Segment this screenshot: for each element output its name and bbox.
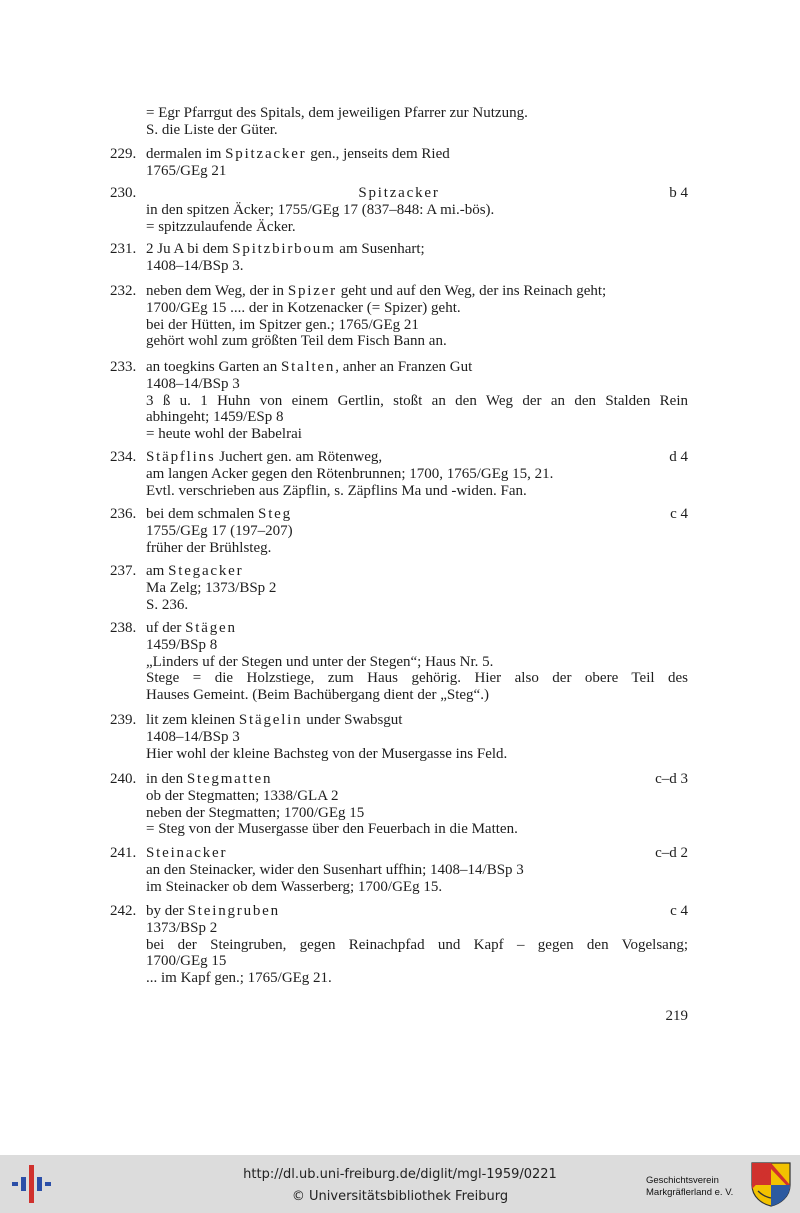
entry-name: Stegacker bbox=[168, 563, 244, 579]
entry-name: Spitzacker bbox=[225, 146, 307, 162]
entry-line: 1459/BSp 8 bbox=[146, 636, 218, 653]
page-number: 219 bbox=[665, 1008, 688, 1024]
intro-line: = Egr Pfarrgut des Spitals, dem jeweiligen Pfarrer zur Nutzung. bbox=[146, 105, 528, 121]
ub-freiburg-logo-icon[interactable] bbox=[10, 1163, 52, 1205]
entry-line: bei der Steingruben, gegen Reinachpfad und Kapf – gegen den Vogelsang; bbox=[146, 936, 688, 953]
entry-line: 1700/GEg 15 .... der in Kotzenacker (= Spizer) geht. bbox=[146, 299, 461, 316]
entry-text: bei dem schmalen bbox=[146, 506, 259, 522]
entry-name: Spitzacker bbox=[358, 185, 440, 201]
entry-name: Stägelin bbox=[238, 712, 303, 728]
entry-line: 1765/GEg 21 bbox=[146, 162, 227, 179]
entry-line: früher der Brühlsteg. bbox=[146, 539, 272, 556]
permalink-url[interactable]: http://dl.ub.uni-freiburg.de/diglit/mgl-1959/0221 bbox=[243, 1167, 557, 1182]
entry-line: ... im Kapf gen.; 1765/GEg 21. bbox=[146, 970, 332, 987]
entry-line: am langen Acker gegen den Rötenbrunnen; 1700, 1765/GEg 15, 21. bbox=[146, 465, 554, 482]
grid-reference: d 4 bbox=[669, 449, 688, 465]
grid-reference: c–d 2 bbox=[655, 845, 688, 861]
entry-number: 236. bbox=[110, 506, 137, 522]
entry-line: im Steinacker ob dem Wasserberg; 1700/GEg 15. bbox=[146, 878, 443, 895]
entry-text: , anher an Franzen Gut bbox=[335, 359, 473, 375]
society-name bbox=[646, 1175, 733, 1199]
entry-236 bbox=[110, 506, 688, 556]
entry-line: S. 236. bbox=[146, 596, 189, 613]
entry-text: am Susenhart; bbox=[335, 241, 425, 257]
entry-line: 1408–14/BSp 3. bbox=[146, 257, 244, 274]
entry-number: 238. bbox=[110, 620, 137, 636]
entry-text: dermalen im bbox=[146, 146, 226, 162]
entry-name: Stäpflins bbox=[146, 449, 216, 465]
entry-text: 2 Ju A bi dem bbox=[146, 241, 233, 257]
entry-number: 231. bbox=[110, 241, 137, 257]
entry-text: neben dem Weg, der in bbox=[146, 283, 288, 299]
entry-text: by der bbox=[146, 903, 188, 919]
entry-line: an den Steinacker, wider den Susenhart uffhin; 1408–14/BSp 3 bbox=[146, 861, 524, 878]
entry-line: 1700/GEg 15 bbox=[146, 953, 227, 970]
entry-name: Stägen bbox=[185, 620, 237, 636]
society-name-line: Geschichtsverein bbox=[646, 1175, 719, 1186]
entry-230 bbox=[110, 185, 688, 235]
entry-238 bbox=[110, 620, 688, 704]
entry-line: „Linders uf der Stegen und unter der Stegen“; Haus Nr. 5. bbox=[146, 653, 494, 670]
entry-line: 1408–14/BSp 3 bbox=[146, 728, 240, 745]
entry-line: Hauses Gemeint. (Beim Bachübergang dient der „Steg“.) bbox=[146, 687, 489, 704]
footer-bar bbox=[0, 1155, 800, 1213]
entry-number: 237. bbox=[110, 563, 137, 579]
entry-231 bbox=[110, 241, 688, 275]
entry-line: = Steg von der Musergasse über den Feuerbach in die Matten. bbox=[146, 821, 518, 838]
entry-name: Steg bbox=[258, 506, 292, 522]
entry-229 bbox=[110, 146, 688, 180]
entry-text: gen., jenseits dem Ried bbox=[306, 146, 450, 162]
entry-text: an toegkins Garten an bbox=[146, 359, 281, 375]
entry-number: 242. bbox=[110, 903, 137, 919]
entry-233 bbox=[110, 359, 688, 443]
entry-line: = heute wohl der Babelrai bbox=[146, 426, 302, 443]
entry-text: am bbox=[146, 563, 169, 579]
entry-text: in den bbox=[146, 771, 187, 787]
entry-line: neben der Stegmatten; 1700/GEg 15 bbox=[146, 804, 365, 821]
entry-line: gehört wohl zum größten Teil dem Fisch Bann an. bbox=[146, 333, 447, 350]
entry-line: ob der Stegmatten; 1338/GLA 2 bbox=[146, 787, 339, 804]
entry-line: bei der Hütten, im Spitzer gen.; 1765/GEg 21 bbox=[146, 316, 419, 333]
entry-name: Stegmatten bbox=[186, 771, 273, 787]
entry-line: 1408–14/BSp 3 bbox=[146, 375, 240, 392]
entry-line: 1755/GEg 17 (197–207) bbox=[146, 522, 293, 539]
entry-text: under Swabsgut bbox=[302, 712, 403, 728]
entry-241 bbox=[110, 845, 688, 895]
entry-text: geht und auf den Weg, der ins Reinach geht; bbox=[336, 283, 607, 299]
entry-239 bbox=[110, 712, 688, 762]
grid-reference: c 4 bbox=[670, 506, 688, 522]
entry-242 bbox=[110, 903, 688, 987]
entry-line: Ma Zelg; 1373/BSp 2 bbox=[146, 579, 277, 596]
entry-line: Evtl. verschrieben aus Zäpflin, s. Zäpflins Ma und -widen. Fan. bbox=[146, 482, 527, 499]
grid-reference: c 4 bbox=[670, 903, 688, 919]
entry-232 bbox=[110, 283, 688, 350]
entry-name: Spizer bbox=[287, 283, 337, 299]
entry-number: 241. bbox=[110, 845, 137, 861]
entry-number: 229. bbox=[110, 146, 137, 162]
intro-line: S. die Liste der Güter. bbox=[146, 121, 278, 138]
entry-line: abhingeht; 1459/ESp 8 bbox=[146, 409, 284, 426]
entry-237 bbox=[110, 563, 688, 613]
entry-240 bbox=[110, 771, 688, 838]
entry-line: Stege = die Holzstiege, zum Haus gehörig. Hier also der obere Teil des bbox=[146, 670, 688, 687]
entry-number: 234. bbox=[110, 449, 137, 465]
society-crest-icon[interactable] bbox=[750, 1161, 792, 1207]
entry-line: = spitzzulaufende Äcker. bbox=[146, 218, 296, 235]
grid-reference: b 4 bbox=[669, 185, 688, 201]
copyright-notice: © Universitätsbibliothek Freiburg bbox=[291, 1189, 509, 1204]
entry-name: Steingruben bbox=[187, 903, 280, 919]
entry-name: Spitzbirboum bbox=[232, 241, 336, 257]
entry-234 bbox=[110, 449, 688, 499]
grid-reference: c–d 3 bbox=[655, 771, 688, 787]
entry-number: 239. bbox=[110, 712, 137, 728]
entry-text: lit zem kleinen bbox=[146, 712, 239, 728]
entry-number: 232. bbox=[110, 283, 137, 299]
entry-number: 230. bbox=[110, 185, 137, 201]
entry-line: 1373/BSp 2 bbox=[146, 919, 218, 936]
entry-name: Stalten bbox=[280, 359, 336, 375]
entry-line: 3 ß u. 1 Huhn von einem Gertlin, stoßt an den Weg der an den Stalden Rein bbox=[146, 392, 688, 409]
entry-line: Hier wohl der kleine Bachsteg von der Musergasse ins Feld. bbox=[146, 745, 508, 762]
entry-text: uf der bbox=[146, 620, 186, 636]
entry-number: 240. bbox=[110, 771, 137, 787]
entry-number: 233. bbox=[110, 359, 137, 375]
intro-block bbox=[110, 105, 688, 139]
society-name-line: Markgräflerland e. V. bbox=[646, 1187, 734, 1198]
entry-text: Juchert gen. am Rötenweg, bbox=[215, 449, 383, 465]
entry-name: Steinacker bbox=[146, 845, 228, 861]
entry-line: in den spitzen Äcker; 1755/GEg 17 (837–848: A mi.-bös). bbox=[146, 201, 495, 218]
